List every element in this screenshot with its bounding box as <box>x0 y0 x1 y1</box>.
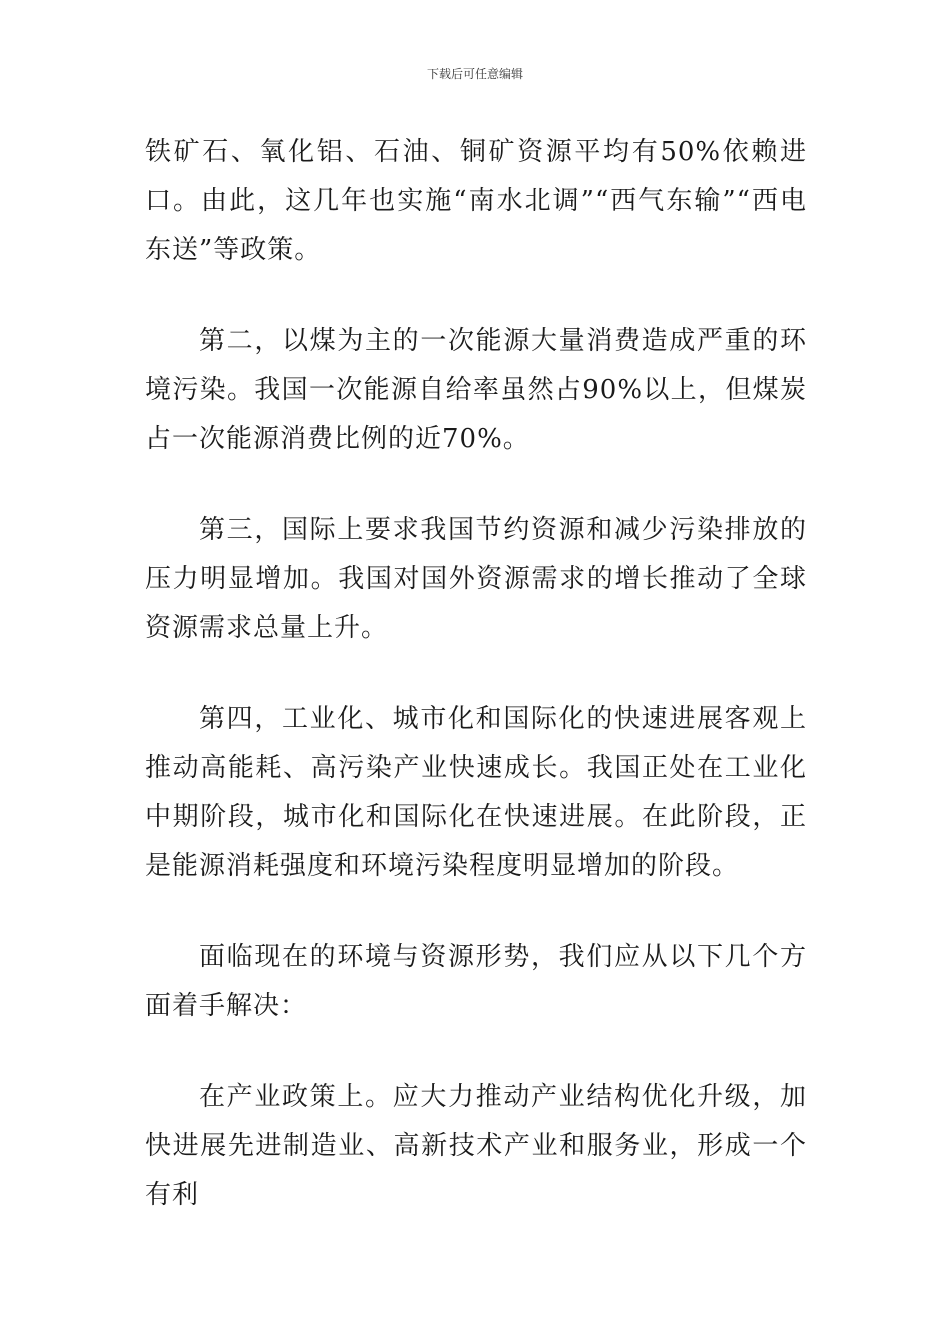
paragraph-gap <box>145 653 807 695</box>
paragraph-industrial-policy: 在产业政策上。应大力推动产业结构优化升级，加快进展先进制造业、高新技术产业和服务业，形成一个有利 <box>145 1082 807 1210</box>
paragraph-gap <box>145 891 807 933</box>
page-header: 下载后可任意编辑 <box>426 67 523 81</box>
paragraph-gap <box>145 1031 807 1073</box>
paragraph-gap <box>145 464 807 506</box>
paragraph-continuation: 铁矿石、氧化铝、石油、铜矿资源平均有50%依赖进口。由此，这几年也实施“南水北调”“西气东输”“西电东送”等政策。 <box>145 137 807 265</box>
paragraph-third-point: 第三，国际上要求我国节约资源和减少污染排放的压力明显增加。我国对国外资源需求的增长推动了全球资源需求总量上升。 <box>145 515 807 643</box>
paragraph-second-point: 第二，以煤为主的一次能源大量消费造成严重的环境污染。我国一次能源自给率虽然占90%以上，但煤炭占一次能源消费比例的近70%。 <box>145 326 807 454</box>
paragraph-fourth-point: 第四，工业化、城市化和国际化的快速进展客观上推动高能耗、高污染产业快速成长。我国正处在工业化中期阶段，城市化和国际化在快速进展。在此阶段，正是能源消耗强度和环境污染程度明显增加的阶段。 <box>145 704 807 881</box>
document-body <box>145 128 807 1220</box>
paragraph-gap <box>145 275 807 317</box>
paragraph-solutions-intro: 面临现在的环境与资源形势，我们应从以下几个方面着手解决： <box>145 942 807 1021</box>
